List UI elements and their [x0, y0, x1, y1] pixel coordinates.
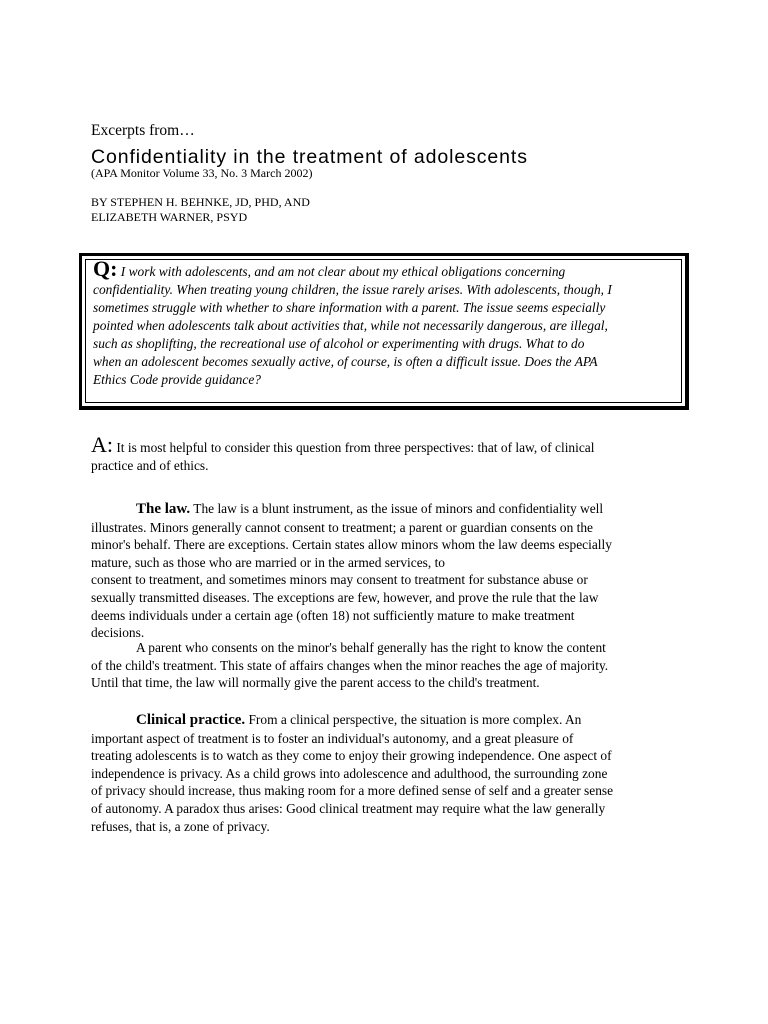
clinical-line: important aspect of treatment is to foster an individual's autonomy, and a great pleasure of — [91, 730, 574, 746]
question-line: sometimes struggle with whether to share information with a parent. The issue seems especially — [93, 300, 606, 315]
byline — [91, 195, 310, 224]
excerpts-label: Excerpts from… — [91, 122, 195, 139]
question-marker: Q: — [93, 256, 118, 281]
clinical-line: refuses, that is, a zone of privacy. — [91, 818, 270, 834]
question-text — [93, 256, 679, 389]
law-line: deems individuals under a certain age (often 18) not sufficiently mature to make treatment — [91, 607, 575, 623]
question-line — [93, 256, 679, 281]
law-line-text: The law is a blunt instrument, as the issue of minors and confidentiality well — [190, 501, 604, 516]
law-line — [91, 500, 687, 519]
question-line: pointed when adolescents talk about activities that, while not necessarily dangerous, are illegal, — [93, 318, 608, 333]
law-line: mature, such as those who are married or in the armed services, to — [91, 554, 445, 570]
byline-line: BY STEPHEN H. BEHNKE, JD, PHD, AND — [91, 195, 310, 209]
question-line: when an adolescent becomes sexually active, of course, is often a difficult issue. Does the APA — [93, 354, 598, 369]
law-line: minor's behalf. There are exceptions. Certain states allow minors whom the law deems especially — [91, 537, 612, 553]
answer-marker: A: — [91, 432, 113, 457]
question-line-text: I work with adolescents, and am not clear about my ethical obligations concerning — [117, 264, 566, 279]
document-title: Confidentiality in the treatment of adolescents — [91, 146, 528, 168]
law-p2-line: of the child's treatment. This state of affairs changes when the minor reaches the age of majority. — [91, 657, 609, 673]
source-citation: (APA Monitor Volume 33, No. 3 March 2002) — [91, 166, 313, 180]
law-paragraph-2 — [91, 639, 687, 692]
clinical-line — [91, 711, 687, 730]
law-line: sexually transmitted diseases. The exceptions are few, however, and prove the rule that the law — [91, 589, 599, 605]
clinical-practice-section — [91, 711, 687, 835]
answer-paragraph — [91, 432, 679, 475]
byline-line: ELIZABETH WARNER, PSYD — [91, 209, 248, 224]
clinical-line: treating adolescents is to watch as they come to enjoy their growing independence. One aspect of — [91, 748, 612, 764]
clinical-heading: Clinical practice. — [136, 712, 246, 728]
law-line: consent to treatment, and sometimes minors may consent to treatment for substance abuse or — [91, 572, 588, 588]
law-section — [91, 500, 687, 642]
clinical-line: of privacy should increase, thus making room for a more defined sense of self and a greater sense — [91, 783, 614, 799]
law-line: illustrates. Minors generally cannot consent to treatment; a parent or guardian consents on the — [91, 519, 593, 535]
question-line: such as shoplifting, the recreational use of alcohol or experimenting with drugs. What to do — [93, 336, 585, 351]
clinical-line: independence is privacy. As a child grows into adolescence and adulthood, the surrounding zone — [91, 765, 608, 781]
answer-line — [91, 432, 679, 457]
question-box — [79, 253, 689, 410]
clinical-line-text: From a clinical perspective, the situation is more complex. An — [245, 712, 582, 727]
law-line: decisions. — [91, 625, 145, 641]
clinical-line: of autonomy. A paradox thus arises: Good clinical treatment may require what the law generally — [91, 800, 606, 816]
law-p2-line: Until that time, the law will normally give the parent access to the child's treatment. — [91, 675, 540, 691]
answer-line-text: It is most helpful to consider this question from three perspectives: that of law, of clinical — [113, 440, 595, 455]
law-p2-line: A parent who consents on the minor's behalf generally has the right to know the content — [136, 640, 606, 655]
answer-line: practice and of ethics. — [91, 458, 209, 473]
question-line: Ethics Code provide guidance? — [93, 372, 261, 387]
law-heading: The law. — [136, 501, 191, 517]
question-line: confidentiality. When treating young children, the issue rarely arises. With adolescents, though, I — [93, 282, 612, 297]
